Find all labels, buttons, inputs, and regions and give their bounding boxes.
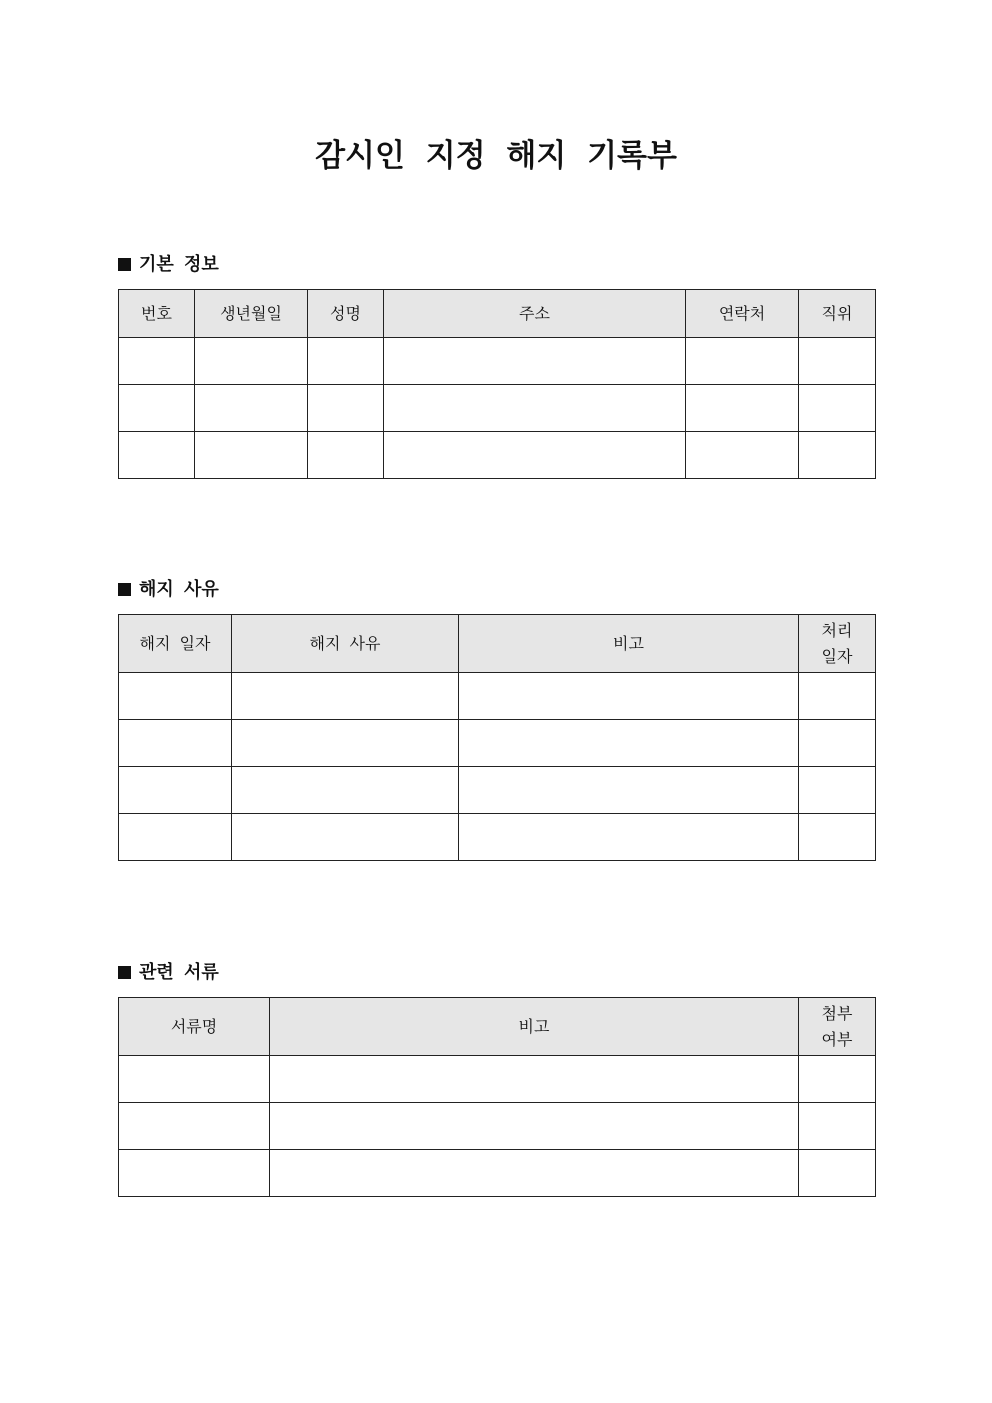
table-row	[119, 1150, 876, 1197]
table-cell[interactable]	[270, 1103, 799, 1150]
column-header-termination-reason: 해지 사유	[232, 615, 459, 673]
table-cell[interactable]	[232, 767, 459, 814]
table-row	[119, 767, 876, 814]
table-cell[interactable]	[686, 385, 799, 432]
column-header-number: 번호	[119, 290, 195, 338]
table-cell[interactable]	[686, 338, 799, 385]
column-header-attached: 첨부 여부	[799, 998, 876, 1056]
column-header-document-name: 서류명	[119, 998, 270, 1056]
table-header-row	[119, 998, 876, 1056]
table-row	[119, 720, 876, 767]
section-heading-related-documents	[118, 961, 219, 985]
square-bullet-icon	[118, 966, 131, 979]
table-cell[interactable]	[232, 814, 459, 861]
table-cell[interactable]	[799, 385, 876, 432]
section-heading-basic-info	[118, 253, 219, 277]
table-cell[interactable]	[384, 338, 686, 385]
column-header-position: 직위	[799, 290, 876, 338]
table-cell[interactable]	[119, 767, 232, 814]
table-cell[interactable]	[119, 1056, 270, 1103]
table-cell[interactable]	[119, 673, 232, 720]
section-heading-termination-reason	[118, 578, 219, 602]
termination-reason-table	[118, 614, 876, 861]
table-cell[interactable]	[195, 338, 308, 385]
table-cell[interactable]	[459, 814, 799, 861]
table-cell[interactable]	[384, 432, 686, 479]
table-cell[interactable]	[799, 338, 876, 385]
table-row	[119, 814, 876, 861]
table-cell[interactable]	[686, 432, 799, 479]
table-cell[interactable]	[119, 720, 232, 767]
table-cell[interactable]	[308, 432, 384, 479]
page-title: 감시인 지정 해지 기록부	[315, 138, 677, 174]
section-heading-label: 관련 서류	[139, 962, 219, 983]
table-cell[interactable]	[799, 1056, 876, 1103]
table-cell[interactable]	[799, 673, 876, 720]
table-cell[interactable]	[119, 814, 232, 861]
table-row	[119, 385, 876, 432]
table-row	[119, 432, 876, 479]
column-header-address: 주소	[384, 290, 686, 338]
table-row	[119, 338, 876, 385]
table-cell[interactable]	[270, 1056, 799, 1103]
table-cell[interactable]	[195, 385, 308, 432]
column-header-remarks: 비고	[459, 615, 799, 673]
table-header-row	[119, 290, 876, 338]
table-cell[interactable]	[308, 338, 384, 385]
table-cell[interactable]	[384, 385, 686, 432]
table-cell[interactable]	[459, 720, 799, 767]
table-cell[interactable]	[799, 1103, 876, 1150]
table-cell[interactable]	[799, 1150, 876, 1197]
basic-info-table	[118, 289, 876, 479]
table-cell[interactable]	[232, 720, 459, 767]
related-documents-table	[118, 997, 876, 1197]
table-cell[interactable]	[799, 767, 876, 814]
table-cell[interactable]	[459, 673, 799, 720]
table-cell[interactable]	[799, 432, 876, 479]
table-cell[interactable]	[799, 814, 876, 861]
column-header-processing-date: 처리 일자	[799, 615, 876, 673]
table-cell[interactable]	[799, 720, 876, 767]
column-header-name: 성명	[308, 290, 384, 338]
square-bullet-icon	[118, 583, 131, 596]
section-heading-label: 해지 사유	[139, 579, 219, 600]
table-cell[interactable]	[119, 385, 195, 432]
table-row	[119, 673, 876, 720]
section-heading-label: 기본 정보	[139, 254, 219, 275]
table-cell[interactable]	[270, 1150, 799, 1197]
table-cell[interactable]	[119, 432, 195, 479]
table-cell[interactable]	[119, 1103, 270, 1150]
column-header-remarks: 비고	[270, 998, 799, 1056]
square-bullet-icon	[118, 258, 131, 271]
table-row	[119, 1103, 876, 1150]
table-cell[interactable]	[308, 385, 384, 432]
table-row	[119, 1056, 876, 1103]
table-cell[interactable]	[459, 767, 799, 814]
table-cell[interactable]	[232, 673, 459, 720]
column-header-termination-date: 해지 일자	[119, 615, 232, 673]
table-cell[interactable]	[195, 432, 308, 479]
table-cell[interactable]	[119, 338, 195, 385]
column-header-birthdate: 생년월일	[195, 290, 308, 338]
table-header-row	[119, 615, 876, 673]
column-header-contact: 연락처	[686, 290, 799, 338]
table-cell[interactable]	[119, 1150, 270, 1197]
